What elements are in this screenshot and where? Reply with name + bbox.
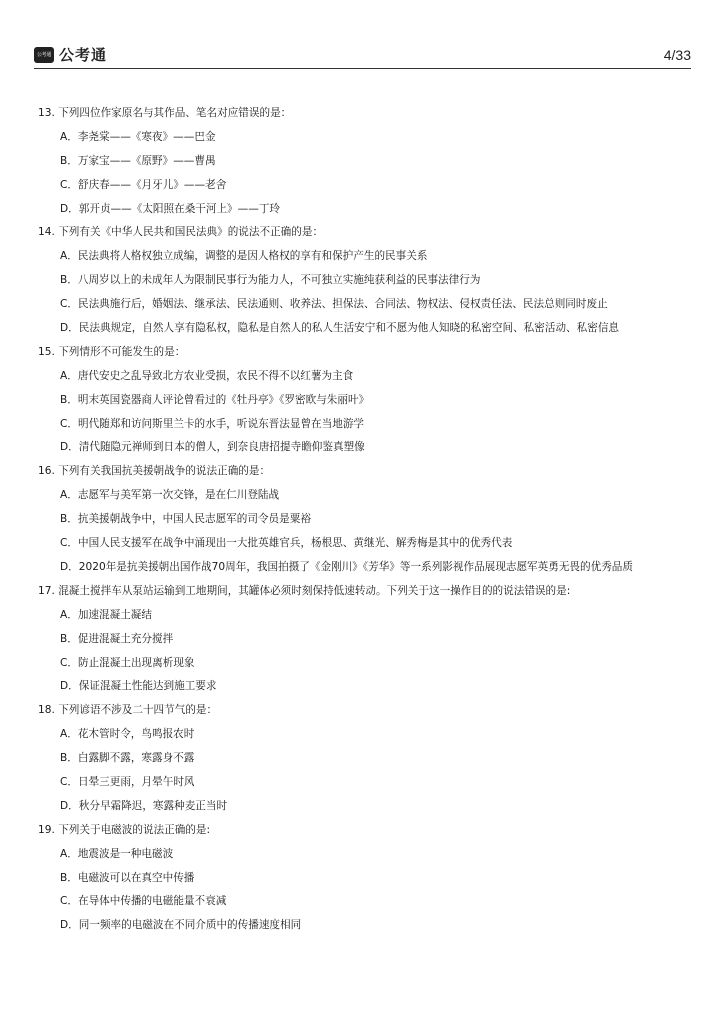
question-14 <box>38 221 692 340</box>
logo-icon: 公考通 <box>34 47 54 63</box>
question-18 <box>38 699 692 818</box>
option-b: B．电磁波可以在真空中传播 <box>60 871 195 884</box>
question-16 <box>38 460 692 579</box>
option-a: A．花木管时令，鸟鸣报农时 <box>60 728 195 741</box>
option-d: D．民法典规定，自然人享有隐私权，隐私是自然人的私人生活安宁和不愿为他人知晓的私密空间、私密活动、私密信息 <box>60 322 620 335</box>
option-c: C．防止混凝土出现离析现象 <box>60 656 195 669</box>
option-d: D．郭开贞——《太阳照在桑干河上》——丁玲 <box>60 202 281 215</box>
question-stem: 13. 下列四位作家原名与其作品、笔名对应错误的是： <box>38 107 292 119</box>
option-b: B．明末英国瓷器商人评论曾看过的《牡丹亭》《罗密欧与朱丽叶》 <box>60 393 370 406</box>
option-c: C．中国人民支援军在战争中涌现出一大批英雄官兵，杨根思、黄继光、解秀梅是其中的优秀代表 <box>60 537 513 550</box>
question-list <box>38 102 692 938</box>
question-19 <box>38 819 692 938</box>
question-stem: 19. 下列关于电磁波的说法正确的是: <box>38 823 211 836</box>
option-d: D．2020年是抗美援朝出国作战70周年，我国拍摄了《金刚川》《芳华》等一系列影视作品展现志愿军英勇无畏的优秀品质 <box>60 560 633 573</box>
option-d: D．清代随隐元禅师到日本的僧人，到奈良唐招提寺瞻仰鉴真塑像 <box>60 441 365 454</box>
option-a: A．加速混凝土凝结 <box>60 608 152 621</box>
option-c: C．明代随郑和访问斯里兰卡的水手，听说东晋法显曾在当地游学 <box>60 417 365 430</box>
option-c: C．民法典施行后，婚姻法、继承法、民法通则、收养法、担保法、合同法、物权法、侵权责任法、民法总则同时废止 <box>60 298 608 311</box>
option-a: A．民法典将人格权独立成编，调整的是因人格权的享有和保护产生的民事关系 <box>60 250 428 263</box>
option-a: A．志愿军与美军第一次交锋，是在仁川登陆战 <box>60 489 280 502</box>
logo <box>34 44 107 65</box>
option-d: D．保证混凝土性能达到施工要求 <box>60 680 217 693</box>
option-a: A．李尧棠——《寒夜》——巴金 <box>60 130 216 143</box>
question-13 <box>38 102 692 221</box>
option-a: A．唐代安史之乱导致北方农业受损，农民不得不以红薯为主食 <box>60 369 354 382</box>
page-header <box>34 38 691 69</box>
option-b: B．抗美援朝战争中，中国人民志愿军的司令员是粟裕 <box>60 513 311 526</box>
option-c: C．在导体中传播的电磁能量不衰减 <box>60 895 227 908</box>
question-stem: 17. 混凝土搅拌车从泵站运输到工地期间，其罐体必须时刻保持低速转动。下列关于这一操作目的的说法错误的是: <box>38 584 571 597</box>
option-d: D．同一频率的电磁波在不同介质中的传播速度相同 <box>60 919 302 932</box>
option-c: C．日晕三更雨，月晕午时风 <box>60 775 195 788</box>
question-stem: 15. 下列情形不可能发生的是： <box>38 345 186 358</box>
question-stem: 14. 下列有关《中华人民共和国民法典》的说法不正确的是： <box>38 226 324 239</box>
question-stem: 18. 下列谚语不涉及二十四节气的是： <box>38 704 218 717</box>
question-15 <box>38 341 692 460</box>
option-b: B．八周岁以上的未成年人为限制民事行为能力人，不可独立实施纯获利益的民事法律行为 <box>60 274 481 287</box>
question-17 <box>38 580 692 699</box>
page-number: 4/33 <box>663 47 691 63</box>
logo-text: 公考通 <box>59 46 108 64</box>
question-stem: 16. 下列有关我国抗美援朝战争的说法正确的是： <box>38 465 271 478</box>
option-b: B．万家宝——《原野》——曹禺 <box>60 154 216 167</box>
option-b: B．白露脚不露，寒露身不露 <box>60 752 195 765</box>
option-b: B．促进混凝土充分搅拌 <box>60 632 174 645</box>
option-a: A．地震波是一种电磁波 <box>60 847 174 860</box>
option-d: D．秋分早霜降迟，寒露种麦正当时 <box>60 799 228 812</box>
option-c: C．舒庆春——《月牙儿》——老舍 <box>60 178 227 191</box>
